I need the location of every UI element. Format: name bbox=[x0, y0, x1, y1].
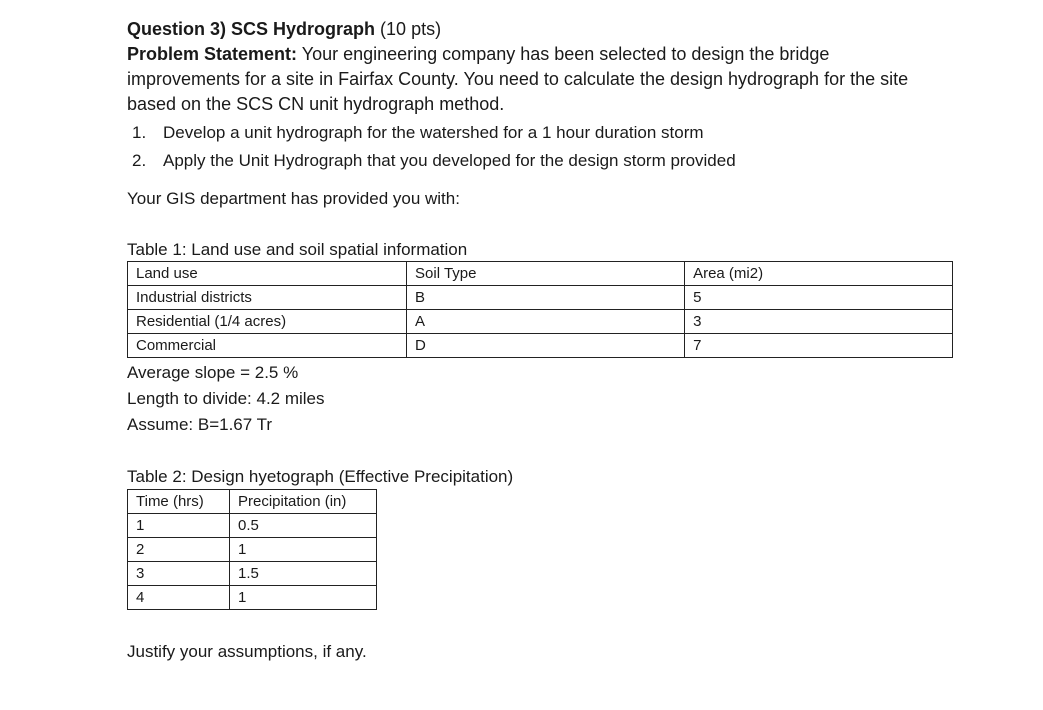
task-item bbox=[127, 147, 1007, 175]
table-cell: Residential (1/4 acres) bbox=[128, 310, 407, 334]
column-header: Land use bbox=[128, 262, 407, 286]
table-row bbox=[128, 334, 953, 358]
table-cell: Commercial bbox=[128, 334, 407, 358]
table-cell: Industrial districts bbox=[128, 286, 407, 310]
table-cell: 7 bbox=[685, 334, 953, 358]
task-text: Apply the Unit Hydrograph that you developed for the design storm provided bbox=[163, 151, 736, 170]
table-row bbox=[128, 310, 953, 334]
table2-caption: Table 2: Design hyetograph (Effective Precipitation) bbox=[127, 467, 514, 486]
justify-note: Justify your assumptions, if any. bbox=[127, 642, 367, 661]
table-cell: 1 bbox=[230, 538, 377, 562]
table-cell: 0.5 bbox=[230, 514, 377, 538]
note-line: Length to divide: 4.2 miles bbox=[127, 389, 325, 408]
table-row bbox=[128, 538, 377, 562]
task-text: Develop a unit hydrograph for the watershed for a 1 hour duration storm bbox=[163, 123, 704, 142]
table-cell: B bbox=[407, 286, 685, 310]
problem-statement bbox=[127, 42, 947, 117]
table-row bbox=[128, 514, 377, 538]
table-row bbox=[128, 562, 377, 586]
question-title bbox=[127, 17, 1007, 42]
column-header: Area (mi2) bbox=[685, 262, 953, 286]
watershed-notes bbox=[127, 360, 1007, 438]
table-cell: 4 bbox=[128, 586, 230, 610]
table-cell: D bbox=[407, 334, 685, 358]
table-cell: 5 bbox=[685, 286, 953, 310]
question-heading: Question 3) SCS Hydrograph bbox=[127, 19, 376, 39]
column-header: Time (hrs) bbox=[128, 490, 230, 514]
gis-intro: Your GIS department has provided you with: bbox=[127, 189, 460, 208]
column-header: Precipitation (in) bbox=[230, 490, 377, 514]
table-cell: 3 bbox=[685, 310, 953, 334]
table-header-row bbox=[128, 262, 953, 286]
task-item bbox=[127, 119, 1007, 147]
table-row bbox=[128, 286, 953, 310]
column-header: Soil Type bbox=[407, 262, 685, 286]
task-number: 2. bbox=[132, 151, 147, 170]
table-cell: 1.5 bbox=[230, 562, 377, 586]
table-cell: A bbox=[407, 310, 685, 334]
table-header-row bbox=[128, 490, 377, 514]
task-list bbox=[127, 119, 1007, 175]
question-points: (10 pts) bbox=[380, 19, 442, 39]
table-cell: 3 bbox=[128, 562, 230, 586]
table1-caption: Table 1: Land use and soil spatial information bbox=[127, 240, 468, 259]
land-use-table bbox=[127, 261, 953, 358]
table-cell: 2 bbox=[128, 538, 230, 562]
note-line: Assume: B=1.67 Tr bbox=[127, 415, 273, 434]
table-cell: 1 bbox=[128, 514, 230, 538]
document bbox=[127, 17, 1007, 664]
note-line: Average slope = 2.5 % bbox=[127, 363, 299, 382]
problem-text: Your engineering company has been selected to design the bridge improvements for a site in Fairfax County. You need to calculate the design hydrograph for the site based on the SCS CN unit hydrograph method. bbox=[127, 44, 909, 114]
table-cell: 1 bbox=[230, 586, 377, 610]
problem-label: Problem Statement: bbox=[127, 44, 298, 64]
hyetograph-table bbox=[127, 489, 377, 610]
table-row bbox=[128, 586, 377, 610]
task-number: 1. bbox=[132, 123, 147, 142]
